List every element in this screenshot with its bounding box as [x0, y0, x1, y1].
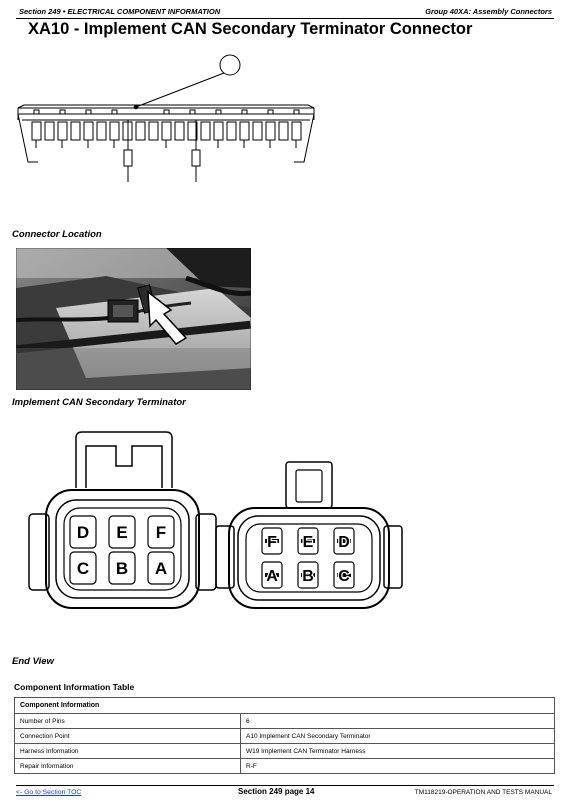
header-section-label: Section 249 • ELECTRICAL COMPONENT INFORMATION: [19, 7, 221, 16]
table-row: [15, 729, 555, 744]
caption-terminator: Implement CAN Secondary Terminator: [12, 397, 186, 408]
implement-overview-drawing: [12, 50, 332, 190]
right-pin-label: C: [338, 568, 350, 585]
right-pin-label: B: [302, 568, 314, 585]
connector-end-view-diagram: [24, 428, 404, 628]
footer-page-label: Section 249 page 14: [238, 787, 315, 796]
page-title: XA10 - Implement CAN Secondary Terminator Connector: [28, 20, 473, 38]
right-pin-label: D: [338, 534, 350, 551]
callout-circle: [220, 55, 240, 75]
right-pin-label: E: [302, 534, 314, 551]
component-info-table: [14, 697, 555, 774]
left-pin-label: B: [115, 559, 129, 578]
table-header-cell: Component Information: [15, 698, 555, 714]
caption-connector-location: Connector Location: [12, 229, 102, 240]
section-toc-link[interactable]: <- Go to Section TOC: [16, 789, 82, 796]
left-pin-label: C: [76, 559, 90, 578]
caption-end-view: End View: [12, 656, 54, 667]
connector-location-photo: [16, 248, 251, 390]
component-table-title: Component Information Table: [14, 682, 135, 692]
right-pin-label: A: [266, 568, 278, 585]
table-value-cell: A10 Implement CAN Secondary Terminator: [241, 729, 555, 744]
table-label-cell: Connection Point: [15, 729, 241, 744]
table-value-cell: W19 Implement CAN Terminator Harness: [241, 744, 555, 759]
left-connector: [29, 432, 216, 608]
table-header-row: [15, 698, 555, 714]
table-label-cell: Harness Information: [15, 744, 241, 759]
header-divider: [16, 18, 554, 19]
table-label-cell: Repair Information: [15, 759, 241, 774]
table-row: [15, 759, 555, 774]
footer-divider: [16, 785, 554, 786]
table-label-cell: Number of Pins: [15, 714, 241, 729]
header-group-label: Group 40XA: Assembly Connectors: [425, 7, 552, 16]
left-pin-label: D: [76, 523, 90, 542]
table-row: [15, 714, 555, 729]
table-value-cell: R-F: [241, 759, 555, 774]
footer-manual-label: TM118219-OPERATION AND TESTS MANUAL: [414, 789, 552, 796]
right-pin-label: F: [267, 534, 277, 551]
left-pin-label: E: [116, 523, 128, 542]
table-value-cell: 6: [241, 714, 555, 729]
left-pin-label: F: [155, 523, 167, 542]
table-row: [15, 744, 555, 759]
left-pin-label: A: [154, 559, 168, 578]
